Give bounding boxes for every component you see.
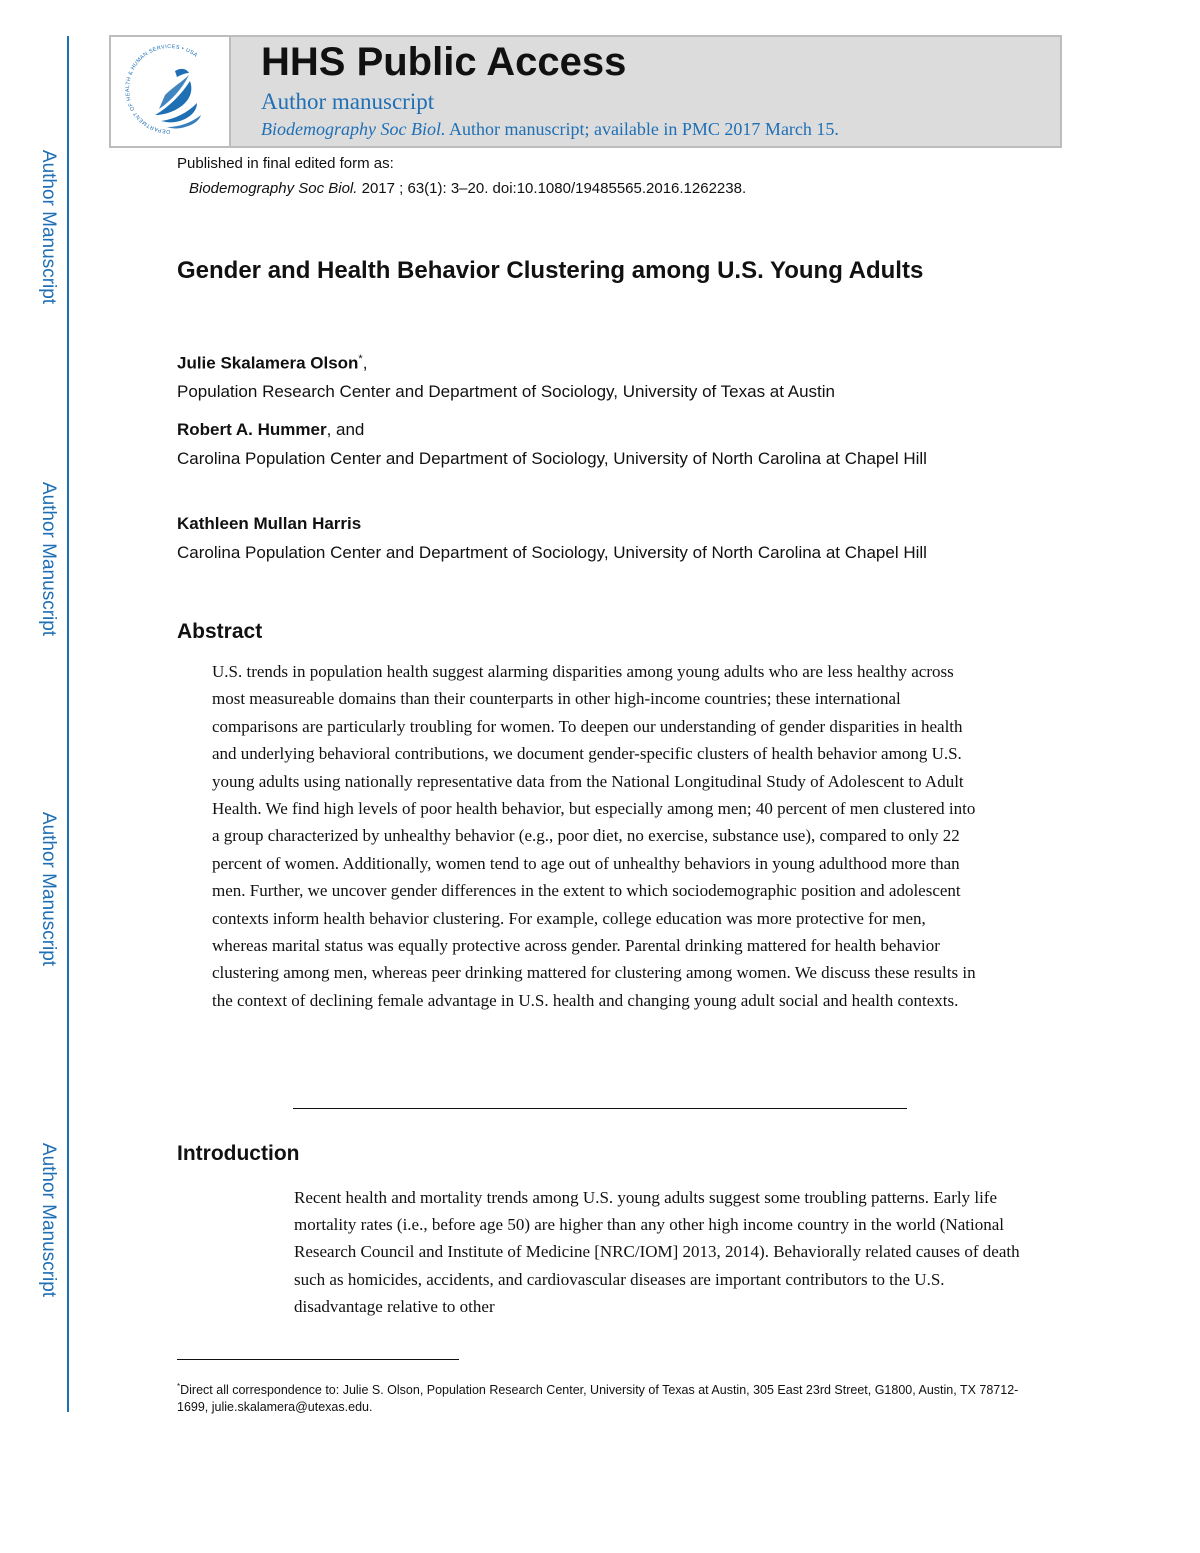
journal-name: Biodemography Soc Biol. <box>261 119 446 139</box>
sidebar-label: Author Manuscript <box>38 481 59 637</box>
abstract-heading: Abstract <box>177 620 263 643</box>
hhs-logo <box>111 37 231 146</box>
citation-journal: Biodemography Soc Biol. <box>189 180 358 197</box>
author-name: Kathleen Mullan Harris <box>177 514 362 533</box>
footnote-mark: * <box>358 353 363 365</box>
svg-text:DEPARTMENT OF HEALTH & HUMAN S: DEPARTMENT OF HEALTH & HUMAN SERVICES • USA <box>125 43 199 135</box>
author-affiliation: Carolina Population Center and Department of Sociology, University of North Carolina at Chapel Hill <box>177 543 927 562</box>
sidebar-label: Author Manuscript <box>38 811 59 967</box>
author-affiliation: Population Research Center and Department of Sociology, University of Texas at Austin <box>177 382 836 401</box>
author-name: Julie Skalamera Olson*, <box>177 353 368 373</box>
introduction-text: Recent health and mortality trends among U.S. young adults suggest some troubling patterns. Early life mortality rates (i.e., before age 50) are higher than any other high income country in the world (National Research Council and Institute of Medicine [NRC/IOM] 2013, 2014). Behaviorally related causes of death such as homicides, accidents, and cardiovascular diseases are important contributors to the U.S. disadvantage relative to other <box>294 1188 1020 1316</box>
sidebar-label: Author Manuscript <box>38 1142 59 1298</box>
sidebar-label: Author Manuscript <box>38 149 59 305</box>
divider <box>293 1108 907 1109</box>
citation-details: 2017 ; 63(1): 3–20. doi:10.1080/19485565.2016.1262238. <box>357 180 747 197</box>
hhs-title: HHS Public Access <box>261 40 627 84</box>
citation <box>189 180 746 197</box>
pmc-availability <box>261 119 839 140</box>
published-label: Published in final edited form as: <box>177 155 394 172</box>
author-name: Robert A. Hummer, and <box>177 420 365 439</box>
footnote-mark: * <box>177 1382 181 1391</box>
footnote-text: Direct all correspondence to: Julie S. Olson, Population Research Center, University of Texas at Austin, 305 East 23rd Street, G1800, Austin, TX 78712-1699, julie.skalamera@utexas.edu. <box>177 1383 1019 1415</box>
abstract-text: U.S. trends in population health suggest alarming disparities among young adults who are less healthy across most measureable domains than their counterparts in other high-income countries; these international comparisons are particularly troubling for women. To deepen our understanding of gender disparities in health and underlying behavioral contributions, we document gender-specific clusters of health behavior among U.S. young adults using nationally representative data from the National Longitudinal Study of Adolescent to Adult Health. We find high levels of poor health behavior, but especially among men; 40 percent of men clustered into a group characterized by unhealthy behavior (e.g., poor diet, no exercise, substance use), compared to only 22 percent of women. Additionally, women tend to age out of unhealthy behaviors in young adulthood more than men. Further, we uncover gender differences in the extent to which sociodemographic position and adolescent contexts inform health behavior clustering. For example, college education was more protective for men, whereas marital status was equally protective across gender. Parental drinking mattered for health behavior clustering among men, whereas peer drinking mattered for clustering among women. We discuss these results in the context of declining female advantage in U.S. health and changing young adult social and health contexts. <box>212 662 976 1010</box>
availability-text: Author manuscript; available in PMC 2017 March 15. <box>445 119 839 139</box>
manuscript-type: Author manuscript <box>261 89 435 114</box>
introduction-heading: Introduction <box>177 1142 300 1165</box>
footnote-divider <box>177 1359 459 1360</box>
hhs-eagle-seal-icon <box>111 37 229 146</box>
article-title: Gender and Health Behavior Clustering among U.S. Young Adults <box>177 257 924 284</box>
footnote <box>177 1378 1027 1416</box>
hhs-header <box>109 35 1062 148</box>
author-affiliation: Carolina Population Center and Department of Sociology, University of North Carolina at Chapel Hill <box>177 449 927 468</box>
